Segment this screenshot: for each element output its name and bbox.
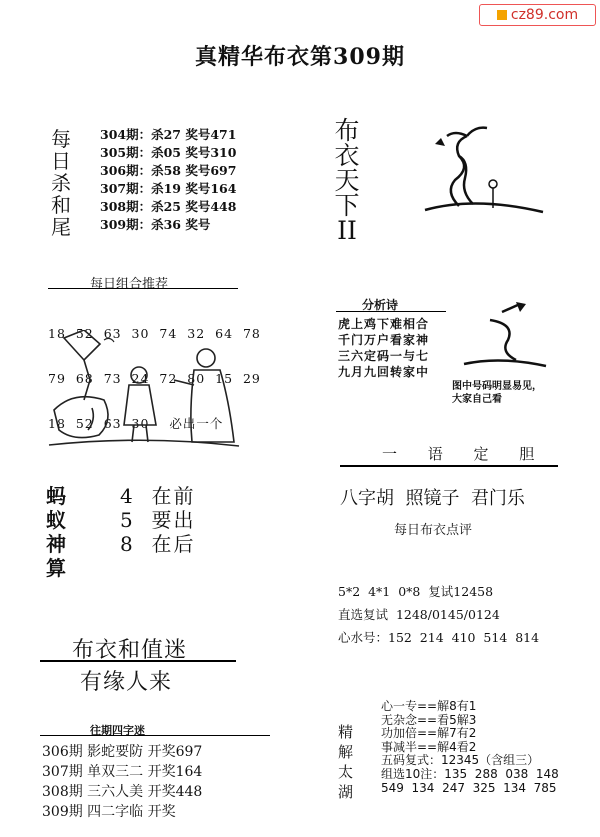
divider: [48, 288, 238, 289]
label-char: 算: [46, 556, 66, 580]
label-char: 神: [46, 532, 66, 556]
history-title: 往期四字迷: [90, 724, 145, 737]
kite-illustration: [44, 330, 244, 450]
note-line: 大家自己看: [452, 394, 502, 405]
list-item: 305期：杀05 奖号310: [100, 145, 237, 160]
list-item: 307期：杀19 奖号164: [100, 181, 237, 196]
banner-line-1: 布衣和值迷: [72, 638, 188, 663]
plant-drawing: [415, 122, 550, 220]
list-item: 心一专==解8有1: [381, 699, 477, 713]
yiyu-title: 一 语 定 胆: [382, 445, 548, 463]
picks-list: [338, 580, 539, 649]
image-note: [452, 380, 542, 406]
label-char: 尾: [51, 215, 71, 239]
label-char: 和: [51, 193, 71, 217]
list-item: 4 在前: [120, 484, 196, 508]
combo-line: 18 52 63 30 74 32 64 78: [48, 326, 261, 341]
poem-line: 千门万户看家神: [338, 333, 430, 347]
divider: [40, 735, 270, 736]
list-item: 308期：杀25 奖号448: [100, 199, 237, 214]
combo-title: 每日组合推荐: [90, 277, 169, 292]
list-item: 309期 四二字临 开奖: [42, 804, 176, 820]
daily-kill-list: [100, 126, 236, 234]
ant-god-label: [46, 484, 70, 580]
list-item: 功加倍==解7有2: [381, 726, 477, 741]
yiyu-subtitle: 每日布衣点评: [394, 523, 473, 538]
daily-kill-label: [50, 128, 72, 238]
poem-line: 三六定码一与七: [338, 349, 430, 363]
label-char: 杀: [51, 171, 71, 195]
divider: [40, 660, 236, 662]
page-title: 真精华布衣第309期: [195, 44, 405, 70]
brush-drawing: [460, 300, 550, 372]
label-char: II: [337, 216, 357, 245]
list-item: 心水号：152 214 410 514 814: [338, 630, 540, 645]
site-name: cz89.com: [510, 7, 579, 23]
label-char: 天: [334, 166, 360, 195]
divider: [336, 311, 446, 312]
jinghua-list: [381, 700, 559, 795]
list-item: 306期 影蛇要防 开奖697: [42, 744, 203, 760]
poem-line: 九月九回转家中: [338, 365, 430, 379]
logo-icon: [497, 10, 507, 20]
buyi-tianxia-label: [333, 118, 361, 243]
label-char: 解: [338, 743, 354, 761]
poem-lines: [338, 316, 429, 380]
label-char: 衣: [334, 141, 360, 170]
list-item: 5*2 4*1 0*8 复试12458: [338, 584, 494, 599]
divider: [340, 465, 558, 467]
list-item: 304期：杀27 奖号471: [100, 127, 237, 142]
list-item: 309期：杀36 奖号: [100, 217, 211, 232]
label-char: 每: [51, 127, 71, 151]
combo-line: 79 68 73 24 72 80 15 29: [48, 371, 261, 386]
label-char: 布: [334, 116, 360, 145]
list-item: 308期 三六人美 开奖448: [42, 784, 203, 800]
list-item: 307期 单双三二 开奖164: [42, 764, 203, 780]
label-char: 精: [338, 723, 354, 741]
list-item: 8 在后: [120, 532, 196, 556]
list-item: 306期：杀58 奖号697: [100, 163, 237, 178]
yiyu-text: 八字胡 照镜子 君门乐: [340, 488, 525, 509]
list-item: 组选10注：135 288 038 148: [381, 766, 559, 781]
note-line: 图中号码明显易见，: [452, 381, 542, 392]
label-char: 蚂: [46, 484, 66, 508]
combo-line: 18 52 63 30 必出一个: [48, 416, 224, 431]
banner-line-2: 有缘人来: [80, 670, 173, 695]
label-char: 湖: [338, 783, 354, 801]
label-char: 太: [338, 763, 354, 781]
list-item: 事减半==解4看2: [381, 739, 477, 754]
list-item: 五码复式：12345（含组三）: [381, 753, 540, 768]
site-watermark[interactable]: [479, 4, 596, 26]
list-item: 5 要出: [120, 508, 196, 532]
history-list: [42, 742, 202, 822]
ant-god-list: [120, 484, 195, 556]
list-item: 549 134 247 325 134 785: [381, 780, 557, 795]
jinghua-label: [338, 722, 358, 802]
list-item: 无杂念==看5解3: [381, 712, 477, 727]
label-char: 蚁: [46, 508, 66, 532]
poem-line: 虎上鸡下难相合: [338, 317, 430, 331]
label-char: 下: [334, 191, 360, 220]
list-item: 直选复试 1248/0145/0124: [338, 607, 500, 622]
poem-title: 分析诗: [362, 298, 399, 312]
label-char: 日: [51, 149, 71, 173]
